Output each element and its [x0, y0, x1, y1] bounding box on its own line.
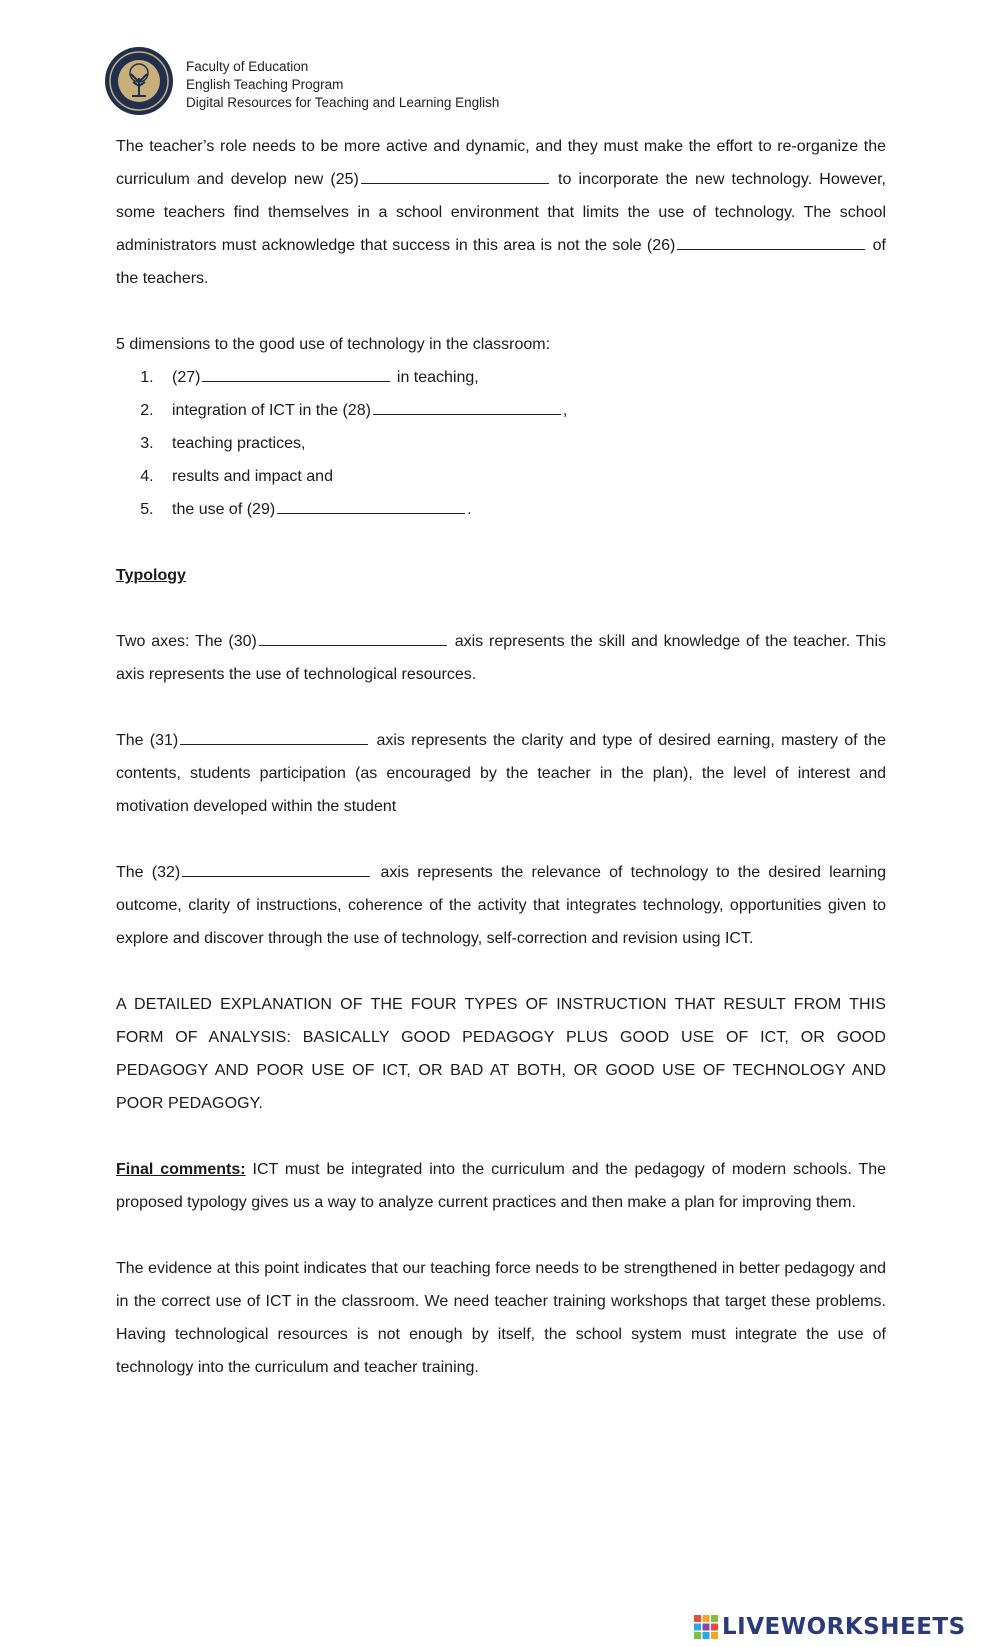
blank-32[interactable]: [182, 860, 370, 877]
typology-heading: Typology: [116, 567, 186, 584]
faculty-line: Faculty of Education: [186, 59, 309, 74]
list-item: 4. results and impact and: [158, 460, 886, 493]
list-item: 1. (27) in teaching,: [158, 361, 886, 394]
list-item: 5. the use of (29) .: [158, 493, 886, 526]
program-line: English Teaching Program: [186, 77, 344, 92]
document-body: [116, 130, 886, 1384]
intro-text-1: The teacher’s role needs to be more active and dynamic, and they must make the effort to re-organize the curriculum and develop new (25): [116, 138, 886, 188]
intro-text-3: of the teachers.: [116, 237, 886, 287]
blank-29[interactable]: [277, 497, 465, 514]
final-comments-paragraph: [116, 1153, 886, 1219]
dimensions-intro: 5 dimensions to the good use of technology in the classroom:: [116, 336, 551, 353]
blank-28[interactable]: [373, 398, 561, 415]
list-item: 3. teaching practices,: [158, 427, 886, 460]
liveworksheets-logo-icon: [694, 1615, 718, 1639]
liveworksheets-brand: LIVEWORKSHEETS: [722, 1614, 966, 1640]
intro-text-2: to incorporate the new technology. However, some teachers find themselves in a school environment that limits the use of technology. The school administrators must acknowledge that success in this area is not the sole (26): [116, 171, 886, 254]
axis-32-paragraph: The (32) axis represents the relevance of technology to the desired learning outcome, clarity of instructions, coherence of the activity that integrates technology, opportunities given to explore and discover through the use of technology, self-correction and revision using ICT.: [116, 856, 886, 955]
university-seal-icon: [104, 46, 174, 116]
blank-30[interactable]: [259, 629, 447, 646]
list-item: 2. integration of ICT in the (28) ,: [158, 394, 886, 427]
evidence-paragraph: The evidence at this point indicates that our teaching force needs to be strengthened in better pedagogy and in the correct use of ICT in the classroom. We need teacher training workshops that target these problems. Having technological resources is not enough by itself, the school system must integrate the use of technology into the curriculum and teacher training.: [116, 1260, 886, 1376]
header-text: [186, 58, 686, 112]
final-comments-label: Final comments:: [116, 1161, 246, 1178]
liveworksheets-logo[interactable]: [694, 1612, 966, 1642]
intro-paragraph: [116, 130, 886, 295]
blank-31[interactable]: [180, 728, 368, 745]
axis-31-paragraph: The (31) axis represents the clarity and type of desired earning, mastery of the contents, students participation (as encouraged by the teacher in the plan), the level of interest and motivation developed within the student: [116, 724, 886, 823]
blank-26[interactable]: [677, 233, 865, 250]
final-comments-text: ICT must be integrated into the curriculum and the pedagogy of modern schools. The proposed typology gives us a way to analyze current practices and then make a plan for improving them.: [116, 1161, 886, 1211]
course-line: Digital Resources for Teaching and Learning English: [186, 95, 500, 110]
axis-30-paragraph: Two axes: The (30) axis represents the skill and knowledge of the teacher. This axis represents the use of technological resources.: [116, 625, 886, 691]
blank-27[interactable]: [202, 365, 390, 382]
blank-25[interactable]: [361, 167, 549, 184]
detailed-explanation: A DETAILED EXPLANATION OF THE FOUR TYPES OF INSTRUCTION THAT RESULT FROM THIS FORM OF ANALYSIS: BASICALLY GOOD PEDAGOGY PLUS GOOD USE OF ICT, OR GOOD PEDAGOGY AND POOR USE OF ICT, OR BAD AT BOTH, OR GOOD USE OF TECHNOLOGY AND POOR PEDAGOGY.: [116, 996, 886, 1112]
dimensions-list: [116, 361, 886, 526]
